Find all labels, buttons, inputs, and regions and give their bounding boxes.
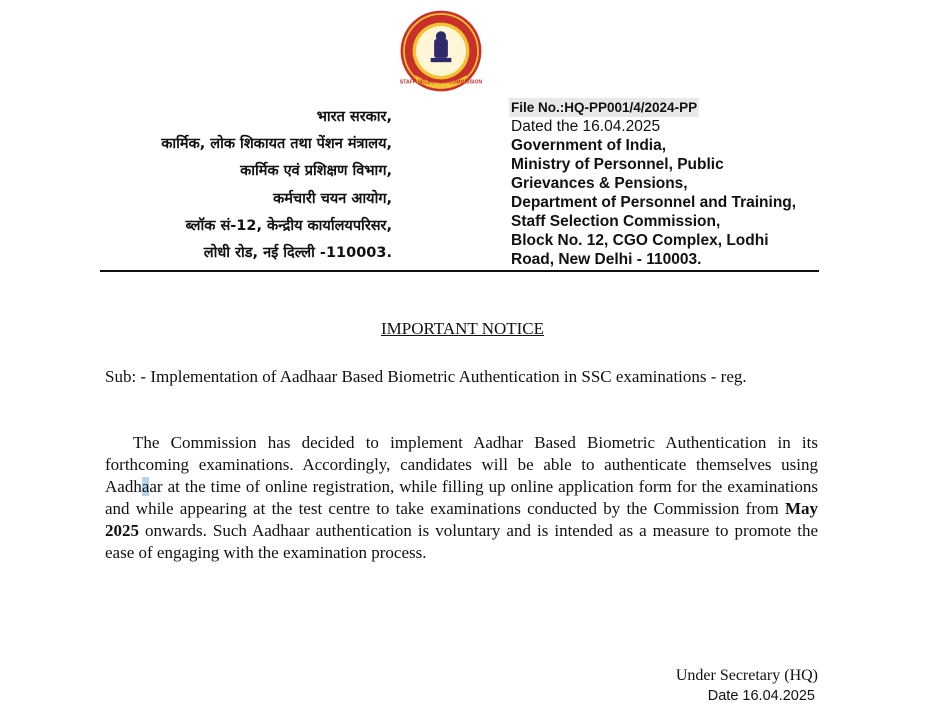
text-selection-highlight[interactable]: a: [141, 477, 150, 496]
file-number: File No.:HQ-PP001/4/2024-PP: [511, 100, 698, 115]
subject-line: Sub: - Implementation of Aadhaar Based Biometric Authentication in SSC examinations - reg.: [105, 367, 747, 386]
hindi-line: ब्लॉक सं-12, केन्द्रीय कार्यालयपरिसर,: [185, 217, 392, 234]
signature-date: Date 16.04.2025: [707, 688, 815, 704]
ssc-emblem: [398, 8, 484, 94]
english-line: Government of India,: [511, 137, 667, 154]
english-line: Road, New Delhi - 110003.: [511, 251, 702, 268]
hindi-line: कार्मिक एवं प्रशिक्षण विभाग,: [240, 163, 392, 180]
hindi-line: भारत सरकार,: [316, 109, 392, 125]
english-line: Ministry of Personnel, Public: [511, 156, 724, 173]
hindi-line: लोधी रोड, नई दिल्ली -110003.: [203, 245, 392, 262]
english-line: Department of Personnel and Training,: [511, 194, 797, 211]
emblem-text: STAFF SELECTION COMMISSION: [399, 79, 483, 86]
english-line: Block No. 12, CGO Complex, Lodhi: [511, 232, 769, 249]
english-line: Staff Selection Commission,: [511, 213, 721, 230]
body-text-2: ar at the time of online registration, while filling up online application form for the examinations and while appearing at the test centre to take examinations conducted by the Commission from: [105, 477, 818, 518]
signatory-designation: Under Secretary (HQ): [675, 667, 818, 684]
english-line: Grievances & Pensions,: [511, 175, 688, 192]
hindi-line: कर्मचारी चयन आयोग,: [273, 190, 392, 207]
body-text-3: onwards. Such Aadhaar authentication is voluntary and is intended as a measure to promote the ease of engaging with the examination process.: [105, 521, 818, 562]
dated-line: Dated the 16.04.2025: [511, 118, 661, 135]
notice-title: IMPORTANT NOTICE: [380, 319, 545, 338]
body-text-1: The Commission has decided to implement Aadhar Based Biometric Authentication in its forthcoming examinations. Accordingly, candidates will be able to authenticate themselves using Aadh: [105, 433, 818, 496]
body-bold-date: May 2025: [105, 499, 818, 540]
hindi-line: कार्मिक, लोक शिकायत तथा पेंशन मंत्रालय,: [161, 136, 392, 153]
notice-body: [105, 432, 818, 564]
english-address-block: [511, 98, 823, 269]
hindi-address-block: [100, 104, 392, 267]
header-divider: [100, 270, 819, 272]
